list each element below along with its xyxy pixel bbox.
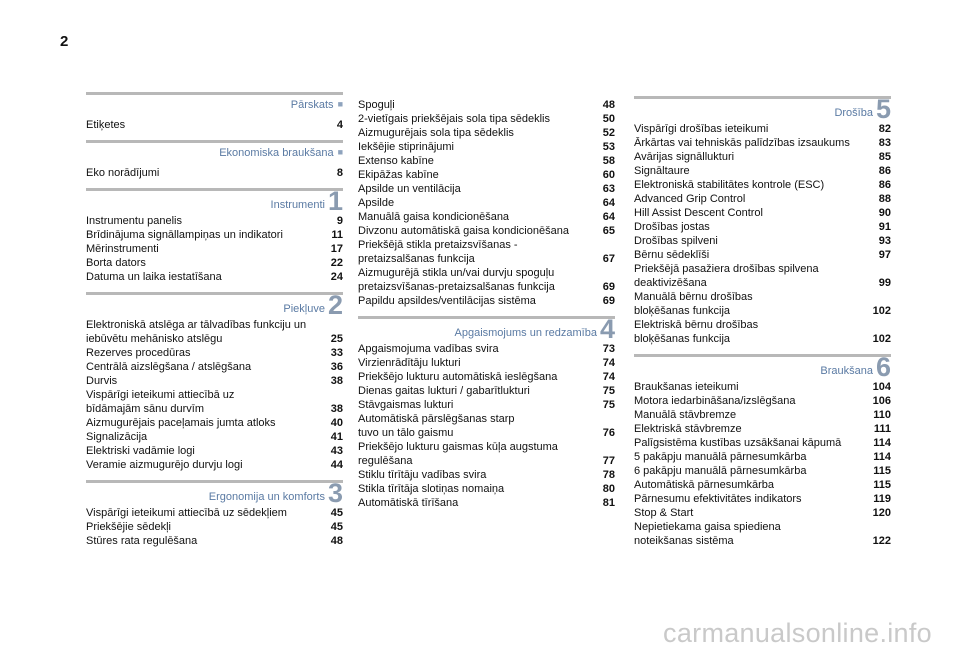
section-marker: ■ <box>337 147 343 157</box>
entry-page: 24 <box>330 271 343 283</box>
entry-page: 44 <box>330 459 343 471</box>
section-title: Apgaismojums un redzamība <box>454 327 597 339</box>
entry-title: Automātiskā tīrīšana <box>358 497 459 509</box>
entry-page: 75 <box>602 385 615 397</box>
entry-page: 52 <box>602 127 615 139</box>
entry-page: 104 <box>872 381 891 393</box>
section-title: Instrumenti <box>270 199 325 211</box>
toc-entry[interactable] <box>86 346 343 360</box>
entry-list <box>86 214 343 284</box>
section-number: 3 <box>327 478 343 508</box>
entry-title: Apgaismojuma vadības svira <box>358 343 499 355</box>
entry-title: Priekšējā pasažiera drošības spilvena <box>634 263 819 275</box>
toc-section <box>86 188 343 284</box>
entry-title: Signalizācija <box>86 431 148 443</box>
toc-section <box>86 92 343 132</box>
toc-entry[interactable] <box>86 256 343 270</box>
toc-entry[interactable] <box>358 440 615 454</box>
toc-entry[interactable] <box>358 154 615 168</box>
entry-page: 114 <box>873 437 891 449</box>
toc-entry[interactable] <box>358 342 615 356</box>
toc-entry[interactable] <box>86 388 343 402</box>
entry-title: 2-vietīgais priekšējais sola tipa sēdeklis <box>358 113 550 125</box>
toc-entry[interactable] <box>358 238 615 252</box>
toc-entry[interactable] <box>358 426 615 440</box>
toc-entry[interactable] <box>86 416 343 430</box>
entry-title: bīdāmajām sānu durvīm <box>86 403 204 415</box>
toc-section <box>86 480 343 548</box>
entry-title: Elektriskā bērnu drošības <box>634 319 759 331</box>
entry-page: 74 <box>602 371 615 383</box>
entry-page: 50 <box>602 113 615 125</box>
entry-list <box>86 118 343 132</box>
toc-entry[interactable] <box>634 262 891 276</box>
section-number: 2 <box>327 290 343 320</box>
entry-page: 115 <box>873 465 891 477</box>
entry-page: 82 <box>878 123 891 135</box>
entry-title: Borta dators <box>86 257 146 269</box>
entry-title: Avārijas signāllukturi <box>634 151 735 163</box>
toc-entry[interactable] <box>634 380 891 394</box>
toc-entry[interactable] <box>358 398 615 412</box>
section-heading <box>86 186 343 216</box>
toc-entry[interactable] <box>358 112 615 126</box>
entry-title: Ārkārtas vai tehniskās palīdzības izsaukums <box>634 137 850 149</box>
toc-entry[interactable] <box>86 270 343 284</box>
toc-entry[interactable] <box>358 412 615 426</box>
entry-page: 40 <box>330 417 343 429</box>
entry-page: 43 <box>330 445 343 457</box>
entry-title: Priekšējā stikla pretaizsvīšanas - <box>358 239 518 251</box>
entry-page: 67 <box>602 253 615 265</box>
section-marker: ■ <box>337 99 343 109</box>
toc-entry[interactable] <box>634 248 891 262</box>
toc-entry[interactable] <box>634 276 891 290</box>
entry-page: 48 <box>330 535 343 547</box>
entry-list <box>358 342 615 510</box>
entry-title: tuvo un tālo gaismu <box>358 427 454 439</box>
toc-entry[interactable] <box>86 318 343 332</box>
entry-title: Vispārīgi drošības ieteikumi <box>634 123 769 135</box>
toc-entry[interactable] <box>86 242 343 256</box>
toc-entry[interactable] <box>358 140 615 154</box>
entry-page: 11 <box>331 229 343 241</box>
entry-page: 114 <box>873 451 891 463</box>
entry-list <box>86 318 343 472</box>
entry-page: 111 <box>873 423 891 435</box>
toc-entry[interactable] <box>358 482 615 496</box>
entry-page: 41 <box>330 431 343 443</box>
entry-page: 17 <box>330 243 343 255</box>
entry-title: Nepietiekama gaisa spiediena <box>634 521 781 533</box>
section-number: 4 <box>599 314 615 344</box>
entry-list <box>86 506 343 548</box>
toc-column-1 <box>86 88 343 556</box>
toc-entry[interactable] <box>634 318 891 332</box>
toc-entry[interactable] <box>634 192 891 206</box>
entry-title: Veramie aizmugurējo durvju logi <box>86 459 243 471</box>
entry-title: Aizmugurējā stikla un/vai durvju spoguļu <box>358 267 555 279</box>
toc-entry[interactable] <box>86 374 343 388</box>
section-number: 5 <box>875 94 891 124</box>
entry-title: Stikla tīrītāja slotiņas nomaiņa <box>358 483 505 495</box>
toc-section <box>358 98 615 308</box>
entry-title: Iekšējie stiprinājumi <box>358 141 454 153</box>
toc-entry[interactable] <box>634 408 891 422</box>
entry-page: 93 <box>878 235 891 247</box>
entry-title: Advanced Grip Control <box>634 193 746 205</box>
toc-entry[interactable] <box>358 384 615 398</box>
toc-section <box>86 292 343 472</box>
entry-title: Palīgsistēma kustības uzsākšanai kāpumā <box>634 437 842 449</box>
entry-title: Automātiskā pārslēgšanas starp <box>358 413 515 425</box>
entry-title: noteikšanas sistēma <box>634 535 734 547</box>
entry-title: bloķēšanas funkcija <box>634 305 731 317</box>
entry-page: 9 <box>336 215 343 227</box>
toc-entry[interactable] <box>358 210 615 224</box>
toc-entry[interactable] <box>86 332 343 346</box>
toc-entry[interactable] <box>634 464 891 478</box>
entry-title: 5 pakāpju manuālā pārnesumkārba <box>634 451 807 463</box>
entry-page: 77 <box>602 455 615 467</box>
entry-title: Centrālā aizslēgšana / atslēgšana <box>86 361 252 373</box>
entry-title: Elektroniskā atslēga ar tālvadības funkciju un <box>86 319 307 331</box>
entry-title: Ekipāžas kabīne <box>358 169 439 181</box>
toc-entry[interactable] <box>634 178 891 192</box>
entry-title: Motora iedarbināšana/izslēgšana <box>634 395 796 407</box>
section-number: 1 <box>327 186 343 216</box>
toc-section <box>634 354 891 548</box>
toc-entry[interactable] <box>358 224 615 238</box>
entry-page: 102 <box>872 333 891 345</box>
entry-title: Eko norādījumi <box>86 167 160 179</box>
entry-page: 97 <box>878 249 891 261</box>
toc-entry[interactable] <box>634 220 891 234</box>
entry-title: Mērinstrumenti <box>86 243 159 255</box>
entry-title: Braukšanas ieteikumi <box>634 381 739 393</box>
entry-page: 64 <box>602 211 615 223</box>
entry-page: 85 <box>878 151 891 163</box>
entry-title: Priekšējo lukturu automātiskā ieslēgšana <box>358 371 558 383</box>
entry-page: 120 <box>872 507 891 519</box>
entry-title: Dienas gaitas lukturi / gabarītlukturi <box>358 385 530 397</box>
entry-title: iebūvētu mehānisko atslēgu <box>86 333 223 345</box>
entry-title: Stiklu tīrītāju vadības svira <box>358 469 487 481</box>
entry-title: Aizmugurējais paceļamais jumta atloks <box>86 417 276 429</box>
entry-title: 6 pakāpju manuālā pārnesumkārba <box>634 465 807 477</box>
entry-list <box>358 98 615 308</box>
entry-page: 122 <box>872 535 891 547</box>
toc-entry[interactable] <box>634 520 891 534</box>
entry-page: 90 <box>878 207 891 219</box>
entry-page: 69 <box>602 281 615 293</box>
toc-entry[interactable] <box>634 450 891 464</box>
entry-title: Drošības jostas <box>634 221 710 233</box>
entry-title: Instrumentu panelis <box>86 215 182 227</box>
toc-section <box>86 140 343 180</box>
section-title: Braukšana <box>820 365 873 377</box>
toc-entry[interactable] <box>86 118 343 132</box>
entry-title: Etiķetes <box>86 119 126 131</box>
toc-entry[interactable] <box>358 356 615 370</box>
section-title: Ergonomija un komforts <box>208 491 325 503</box>
entry-page: 83 <box>878 137 891 149</box>
toc-entry[interactable] <box>634 506 891 520</box>
entry-page: 119 <box>873 493 891 505</box>
entry-page: 86 <box>878 179 891 191</box>
toc-entry[interactable] <box>86 214 343 228</box>
toc-entry[interactable] <box>358 468 615 482</box>
entry-page: 76 <box>602 427 615 439</box>
entry-title: Automātiskā pārnesumkārba <box>634 479 775 491</box>
toc-entry[interactable] <box>86 166 343 180</box>
section-heading <box>86 92 343 112</box>
toc-entry[interactable] <box>86 520 343 534</box>
toc-entry[interactable] <box>634 422 891 436</box>
entry-title: Vispārīgi ieteikumi attiecībā uz sēdekļiem <box>86 507 287 519</box>
toc-entry[interactable] <box>634 150 891 164</box>
entry-title: pretaizsalšanas funkcija <box>358 253 475 265</box>
toc-entry[interactable] <box>634 290 891 304</box>
entry-title: Drošības spilveni <box>634 235 718 247</box>
toc-entry[interactable] <box>634 304 891 318</box>
toc-entry[interactable] <box>634 478 891 492</box>
entry-title: Manuālā stāvbremze <box>634 409 737 421</box>
entry-title: Spoguļi <box>358 99 395 111</box>
entry-list <box>86 166 343 180</box>
entry-title: Elektroniskā stabilitātes kontrole (ESC) <box>634 179 825 191</box>
entry-page: 91 <box>878 221 891 233</box>
section-title: Pārskats <box>290 99 334 111</box>
toc-entry[interactable] <box>358 168 615 182</box>
entry-title: deaktivizēšana <box>634 277 707 289</box>
entry-title: bloķēšanas funkcija <box>634 333 731 345</box>
entry-page: 75 <box>602 399 615 411</box>
entry-title: Pārnesumu efektivitātes indikators <box>634 493 802 505</box>
page-number: 2 <box>60 33 69 50</box>
entry-title: Extenso kabīne <box>358 155 434 167</box>
entry-title: Manuālā bērnu drošības <box>634 291 753 303</box>
entry-page: 63 <box>602 183 615 195</box>
section-title: Ekonomiska braukšana <box>219 147 334 159</box>
entry-page: 88 <box>878 193 891 205</box>
toc-entry[interactable] <box>634 122 891 136</box>
entry-page: 45 <box>330 521 343 533</box>
entry-list <box>634 380 891 548</box>
toc-entry[interactable] <box>86 228 343 242</box>
toc-entry[interactable] <box>634 206 891 220</box>
watermark: carmanualsonline.info <box>663 618 932 648</box>
entry-title: Elektriskā stāvbremze <box>634 423 742 435</box>
entry-title: pretaizsvīšanas-pretaizsalšanas funkcija <box>358 281 555 293</box>
entry-page: 64 <box>602 197 615 209</box>
entry-page: 80 <box>602 483 615 495</box>
entry-title: Virzienrādītāju lukturi <box>358 357 461 369</box>
entry-page: 78 <box>602 469 615 481</box>
entry-title: Elektriski vadāmie logi <box>86 445 195 457</box>
section-heading <box>634 352 891 382</box>
entry-title: Stāvgaismas lukturi <box>358 399 454 411</box>
toc-entry[interactable] <box>358 252 615 266</box>
entry-page: 115 <box>873 479 891 491</box>
entry-page: 106 <box>872 395 891 407</box>
entry-title: Durvis <box>86 375 118 387</box>
entry-page: 65 <box>602 225 615 237</box>
entry-page: 25 <box>330 333 343 345</box>
toc-entry[interactable] <box>634 332 891 346</box>
toc-entry[interactable] <box>634 164 891 178</box>
entry-page: 38 <box>330 403 343 415</box>
toc-column-2 <box>358 88 615 518</box>
toc-entry[interactable] <box>358 98 615 112</box>
toc-entry[interactable] <box>634 136 891 150</box>
entry-title: Signāltaure <box>634 165 690 177</box>
toc-entry[interactable] <box>358 182 615 196</box>
entry-title: Priekšējo lukturu gaismas kūļa augstuma <box>358 441 558 453</box>
entry-title: Vispārīgi ieteikumi attiecībā uz <box>86 389 235 401</box>
toc-entry[interactable] <box>86 402 343 416</box>
entry-title: Apsilde un ventilācija <box>358 183 461 195</box>
toc-entry[interactable] <box>86 430 343 444</box>
entry-page: 81 <box>602 497 615 509</box>
section-title: Piekļuve <box>283 303 325 315</box>
entry-page: 110 <box>873 409 891 421</box>
entry-page: 48 <box>602 99 615 111</box>
toc-entry[interactable] <box>358 370 615 384</box>
entry-title: Priekšējie sēdekļi <box>86 521 171 533</box>
entry-page: 86 <box>878 165 891 177</box>
entry-page: 33 <box>330 347 343 359</box>
toc-entry[interactable] <box>86 458 343 472</box>
entry-page: 102 <box>872 305 891 317</box>
entry-page: 73 <box>602 343 615 355</box>
toc-entry[interactable] <box>634 234 891 248</box>
toc-entry[interactable] <box>358 496 615 510</box>
entry-page: 99 <box>878 277 891 289</box>
entry-page: 45 <box>330 507 343 519</box>
entry-title: Brīdinājuma signāllampiņas un indikatori <box>86 229 283 241</box>
entry-title: Rezerves procedūras <box>86 347 191 359</box>
toc-entry[interactable] <box>634 492 891 506</box>
entry-title: Stūres rata regulēšana <box>86 535 198 547</box>
toc-section <box>358 316 615 510</box>
entry-page: 8 <box>336 167 343 179</box>
section-heading <box>86 140 343 160</box>
toc-entry[interactable] <box>358 280 615 294</box>
entry-page: 38 <box>330 375 343 387</box>
entry-page: 22 <box>330 257 343 269</box>
section-number: 6 <box>875 352 891 382</box>
section-title: Drošība <box>834 107 873 119</box>
entry-title: Aizmugurējais sola tipa sēdeklis <box>358 127 514 139</box>
entry-title: Manuālā gaisa kondicionēšana <box>358 211 510 223</box>
toc-entry[interactable] <box>358 196 615 210</box>
entry-page: 60 <box>602 169 615 181</box>
entry-page: 74 <box>602 357 615 369</box>
entry-title: Datuma un laika iestatīšana <box>86 271 222 283</box>
entry-page: 69 <box>602 295 615 307</box>
toc-entry[interactable] <box>634 394 891 408</box>
section-heading <box>358 314 615 344</box>
entry-list <box>634 122 891 346</box>
section-heading <box>634 94 891 124</box>
toc-entry[interactable] <box>358 454 615 468</box>
entry-title: Stop & Start <box>634 507 694 519</box>
entry-page: 4 <box>336 119 343 131</box>
entry-page: 53 <box>602 141 615 153</box>
toc-entry[interactable] <box>86 444 343 458</box>
toc-entry[interactable] <box>358 126 615 140</box>
toc-entry[interactable] <box>86 506 343 520</box>
entry-title: regulēšana <box>358 455 413 467</box>
entry-title: Apsilde <box>358 197 395 209</box>
toc-section <box>634 96 891 346</box>
entry-title: Papildu apsildes/ventilācijas sistēma <box>358 295 536 307</box>
toc-entry[interactable] <box>86 360 343 374</box>
toc-entry[interactable] <box>634 534 891 548</box>
toc-entry[interactable] <box>86 534 343 548</box>
entry-page: 36 <box>330 361 343 373</box>
toc-entry[interactable] <box>634 436 891 450</box>
section-heading <box>86 478 343 508</box>
entry-page: 58 <box>602 155 615 167</box>
entry-title: Bērnu sēdeklīši <box>634 249 710 261</box>
toc-entry[interactable] <box>358 294 615 308</box>
entry-title: Hill Assist Descent Control <box>634 207 763 219</box>
section-heading <box>86 290 343 320</box>
toc-entry[interactable] <box>358 266 615 280</box>
entry-title: Divzonu automātiskā gaisa kondicionēšana <box>358 225 569 237</box>
toc-column-3 <box>634 88 891 556</box>
